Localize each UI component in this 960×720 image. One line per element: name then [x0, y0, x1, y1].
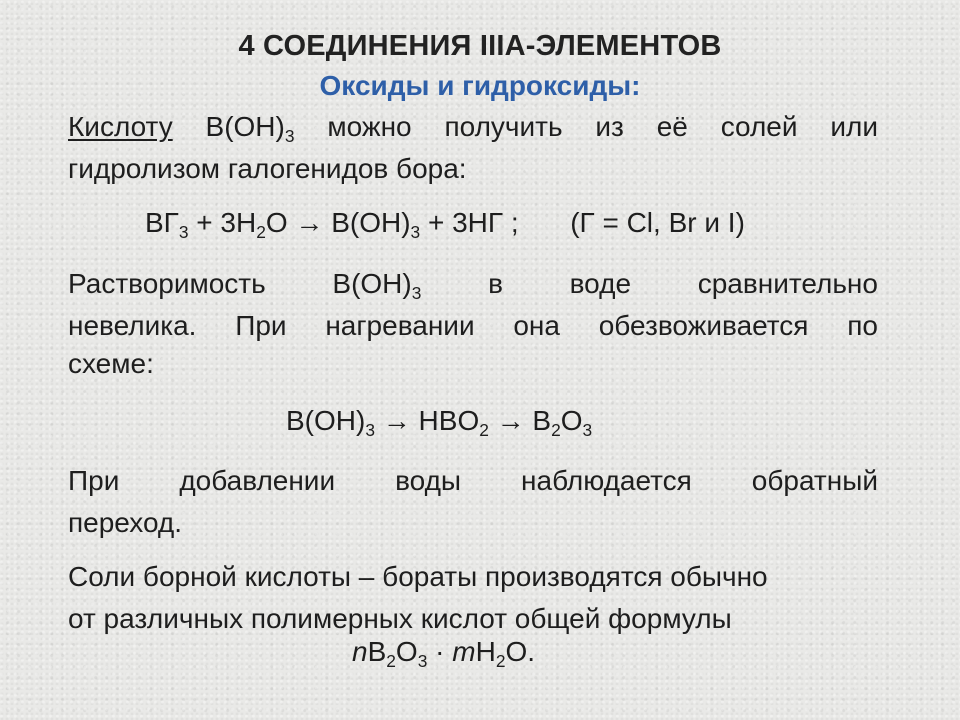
- word: нагревании: [325, 310, 475, 341]
- word: она: [513, 310, 560, 341]
- word: невелика.: [68, 310, 197, 341]
- paragraph-line: гидролизом галогенидов бора:: [68, 153, 467, 184]
- paragraph-reverse: [68, 460, 878, 544]
- word: обезвоживается: [598, 310, 809, 341]
- paragraph-line: от различных полимерных кислот общей формулы: [68, 603, 732, 634]
- word: Растворимость: [68, 268, 266, 299]
- word: из: [595, 111, 624, 142]
- paragraph-line: Соли борной кислоты – бораты производятся обычно: [68, 561, 768, 592]
- word: воде: [569, 268, 632, 299]
- formula-boric-acid: $B(OH)_3$: [205, 111, 295, 147]
- word: или: [830, 111, 878, 142]
- equation-dehydration: $B(OH)_3 \to HBO_2 \to B_2O_3$: [286, 405, 593, 441]
- word: солей: [720, 111, 798, 142]
- word: добавлении: [179, 465, 336, 496]
- paragraph-boric-acid: [68, 106, 878, 190]
- paragraph-line: [68, 460, 878, 502]
- paragraph-line: [68, 106, 878, 148]
- formula-polyboric-acid: $nB_2O_3 \cdot mH_2O$.: [352, 636, 536, 672]
- word: по: [847, 310, 878, 341]
- slide-subtitle: Оксиды и гидроксиды:: [319, 70, 641, 101]
- underlined-word: Кислоту: [68, 111, 173, 142]
- paragraph-line: переход.: [68, 507, 183, 538]
- word: в: [488, 268, 503, 299]
- word: сравнительно: [697, 268, 878, 299]
- word: можно: [327, 111, 412, 142]
- equation-hydrolysis: $BГ_3 + 3H_2O \to B(OH)_3 + 3HГ$ ; (Г = Cl, Br и I): [145, 207, 745, 243]
- word: получить: [444, 111, 563, 142]
- slide-title: 4 СОЕДИНЕНИЯ IIIA-ЭЛЕМЕНТОВ: [238, 30, 722, 62]
- halogen-note: (Г = Cl, Br и I): [570, 207, 745, 238]
- paragraph-line: схеме:: [68, 348, 154, 379]
- paragraph-line: [68, 305, 878, 347]
- word: её: [656, 111, 688, 142]
- formula-boric-acid: $B(OH)_3$: [332, 268, 422, 304]
- paragraph-borates: [68, 556, 878, 640]
- paragraph-line: [68, 263, 878, 305]
- paragraph-solubility: [68, 263, 878, 381]
- word: обратный: [751, 465, 878, 496]
- word: воды: [395, 465, 462, 496]
- word: наблюдается: [521, 465, 692, 496]
- word: При: [235, 310, 287, 341]
- word: При: [68, 465, 120, 496]
